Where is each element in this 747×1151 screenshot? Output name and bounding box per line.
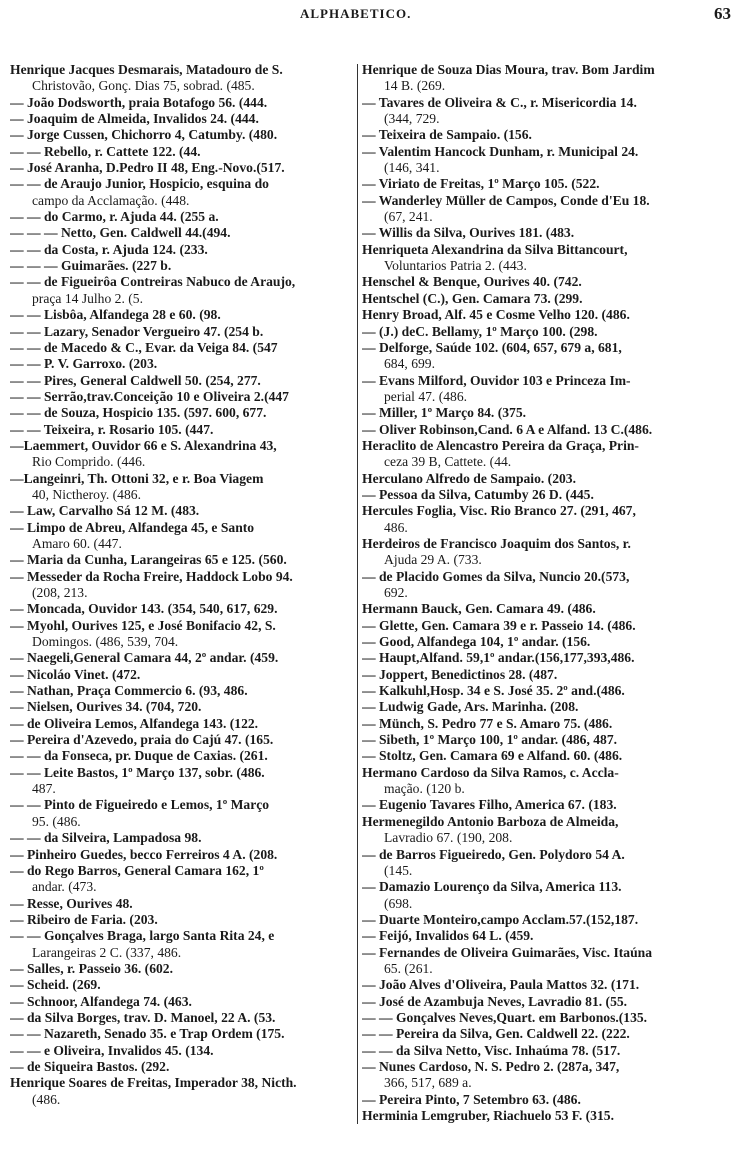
entry-line: — — — Guimarães. (227 b. xyxy=(10,258,172,274)
directory-entry xyxy=(10,1075,356,1108)
directory-entry xyxy=(362,340,734,373)
entry-continuation-line: 684, 699. xyxy=(384,356,435,372)
directory-entry xyxy=(10,977,356,993)
running-title: ALPHABETICO. xyxy=(300,6,412,21)
entry-line: — Moncada, Ouvidor 143. (354, 540, 617, 629. xyxy=(10,601,278,617)
directory-entry xyxy=(10,552,356,568)
entry-continuation-line: Voluntarios Patria 2. (443. xyxy=(384,258,527,274)
directory-entry xyxy=(10,1010,356,1026)
directory-entry xyxy=(362,95,734,128)
entry-continuation-line: (208, 213. xyxy=(32,585,88,600)
entry-line: — Kalkuhl,Hosp. 34 e S. José 35. 2º and.(486. xyxy=(362,683,625,699)
directory-entry xyxy=(362,1043,734,1059)
entry-continuation-line: (145. xyxy=(384,862,413,878)
entry-line: — — de Araujo Junior, Hospicio, esquina do xyxy=(10,176,269,192)
entry-line: — — Lisbôa, Alfandega 28 e 60. (98. xyxy=(10,307,221,323)
entry-continuation-line: Larangeiras 2 C. (337, 486. xyxy=(32,944,182,960)
entry-line: — (J.) deC. Bellamy, 1º Março 100. (298. xyxy=(362,323,598,339)
entry-line: — — Gonçalves Braga, largo Santa Rita 24, e xyxy=(10,928,275,944)
directory-entry xyxy=(362,847,734,880)
entry-line: Herminia Lemgruber, Riachuelo 53 F. (315. xyxy=(362,1108,614,1123)
directory-entry xyxy=(362,945,734,978)
entry-continuation-line: (344, 729. xyxy=(384,111,440,127)
directory-entry xyxy=(10,209,356,225)
directory-entry xyxy=(362,1108,734,1124)
entry-line: — — da Fonseca, pr. Duque de Caxias. (261. xyxy=(10,748,268,764)
directory-entry xyxy=(10,748,356,764)
directory-entry xyxy=(362,307,734,323)
entry-continuation-line: 366, 517, 689 a. xyxy=(384,1075,472,1091)
directory-entry xyxy=(362,324,734,340)
column-divider xyxy=(357,64,358,1124)
directory-entry xyxy=(362,928,734,944)
entry-line: — — da Silveira, Lampadosa 98. xyxy=(10,830,202,846)
directory-entry xyxy=(362,422,734,438)
page-number: 63 xyxy=(714,4,731,23)
entry-line: — Messeder da Rocha Freire, Haddock Lobo 94. xyxy=(10,568,293,584)
directory-entry xyxy=(362,536,734,569)
directory-entry xyxy=(10,994,356,1010)
entry-line: — Willis da Silva, Ourives 181. (483. xyxy=(362,225,575,241)
directory-entry xyxy=(10,274,356,307)
entry-line: — Jorge Cussen, Chichorro 4, Catumby. (480. xyxy=(10,127,278,143)
entry-continuation-line: (486. xyxy=(32,1091,61,1107)
directory-entry xyxy=(362,667,734,683)
directory-entry xyxy=(362,405,734,421)
entry-line: Hentschel (C.), Gen. Camara 73. (299. xyxy=(362,290,583,306)
directory-entry xyxy=(10,667,356,683)
directory-entry xyxy=(10,601,356,617)
directory-entry xyxy=(362,193,734,226)
directory-entry xyxy=(362,683,734,699)
directory-entry xyxy=(10,683,356,699)
left-column xyxy=(10,62,356,1108)
directory-entry xyxy=(362,977,734,993)
entry-line: Hermano Cardoso da Silva Ramos, c. Accla- xyxy=(362,764,619,780)
directory-entry xyxy=(362,62,734,95)
entry-line: — — do Carmo, r. Ajuda 44. (255 a. xyxy=(10,209,219,225)
entry-line: — — Serrão,trav.Conceição 10 e Oliveira 2.(447 xyxy=(10,388,289,404)
directory-entry xyxy=(10,847,356,863)
entry-line: Hermenegildo Antonio Barboza de Almeida, xyxy=(362,813,619,829)
entry-continuation-line: (67, 241. xyxy=(384,209,433,225)
directory-entry xyxy=(362,1059,734,1092)
directory-entry xyxy=(10,389,356,405)
entry-continuation-line: Lavradio 67. (190, 208. xyxy=(384,830,513,846)
directory-entry xyxy=(10,569,356,602)
directory-entry xyxy=(10,732,356,748)
entry-line: — Pereira d'Azevedo, praia do Cajú 47. (165. xyxy=(10,732,274,748)
directory-entry xyxy=(10,111,356,127)
entry-continuation-line: andar. (473. xyxy=(32,879,97,895)
entry-line: — Law, Carvalho Sá 12 M. (483. xyxy=(10,503,200,519)
directory-entry xyxy=(362,699,734,715)
entry-line: Hermann Bauck, Gen. Camara 49. (486. xyxy=(362,601,596,617)
entry-line: —Langeinri, Th. Ottoni 32, e r. Boa Viagem xyxy=(10,470,264,486)
entry-line: — João Alves d'Oliveira, Paula Mattos 32. (171. xyxy=(362,977,640,993)
entry-line: Henry Broad, Alf. 45 e Cosme Velho 120. (486. xyxy=(362,307,630,323)
entry-line: — Salles, r. Passeio 36. (602. xyxy=(10,960,173,976)
directory-entry xyxy=(362,144,734,177)
directory-entry xyxy=(362,438,734,471)
entry-line: — José de Azambuja Neves, Lavradio 81. (55. xyxy=(362,993,628,1009)
entry-line: — Evans Milford, Ouvidor 103 e Princeza Im- xyxy=(362,372,631,388)
directory-entry xyxy=(362,1010,734,1026)
entry-line: — Sibeth, 1º Março 100, 1º andar. (486, 487. xyxy=(362,732,618,748)
entry-line: Henrique Soares de Freitas, Imperador 38, Nicth. xyxy=(10,1075,297,1091)
directory-entry xyxy=(10,1026,356,1042)
entry-line: — Myohl, Ourives 125, e José Bonifacio 42, S. xyxy=(10,617,276,633)
directory-entry xyxy=(362,225,734,241)
entry-line: — Naegeli,General Camara 44, 2º andar. (459. xyxy=(10,650,279,666)
directory-entry xyxy=(10,863,356,896)
entry-line: — Teixeira de Sampaio. (156. xyxy=(362,127,532,143)
entry-line: — Stoltz, Gen. Camara 69 e Alfand. 60. (486. xyxy=(362,748,623,764)
entry-line: — José Aranha, D.Pedro II 48, Eng.-Novo.(517. xyxy=(10,160,285,176)
entry-line: — Nielsen, Ourives 34. (704, 720. xyxy=(10,699,202,715)
directory-entry xyxy=(362,716,734,732)
right-column xyxy=(362,62,734,1124)
directory-entry xyxy=(10,405,356,421)
entry-line: — — de Macedo & C., Evar. da Veiga 84. (547 xyxy=(10,339,278,355)
entry-line: — Feijó, Invalidos 64 L. (459. xyxy=(362,928,534,944)
entry-continuation-line: Christovão, Gonç. Dias 75, sobrad. (485. xyxy=(32,78,255,94)
entry-line: — Limpo de Abreu, Alfandega 45, e Santo xyxy=(10,519,255,535)
directory-entry xyxy=(10,340,356,356)
directory-entry xyxy=(10,520,356,553)
entry-line: — Glette, Gen. Camara 39 e r. Passeio 14. (486. xyxy=(362,617,636,633)
entry-line: — — Pires, General Caldwell 50. (254, 277. xyxy=(10,372,261,388)
directory-entry xyxy=(362,634,734,650)
entry-continuation-line: campo da Acclamação. (448. xyxy=(32,192,190,208)
entry-line: — — da Costa, r. Ajuda 124. (233. xyxy=(10,241,208,257)
entry-line: — Ribeiro de Faria. (203. xyxy=(10,911,158,927)
entry-line: — Scheid. (269. xyxy=(10,977,101,993)
entry-line: — Wanderley Müller de Campos, Conde d'Eu 18. xyxy=(362,192,650,208)
directory-entry xyxy=(10,160,356,176)
entry-line: — Nicoláo Vinet. (472. xyxy=(10,666,141,682)
entry-line: — Ludwig Gade, Ars. Marinha. (208. xyxy=(362,699,579,715)
entry-line: — Valentim Hancock Dunham, r. Municipal 24. xyxy=(362,143,639,159)
directory-entry xyxy=(362,797,734,813)
directory-entry xyxy=(10,1059,356,1075)
directory-entry xyxy=(362,814,734,847)
entry-line: — Oliver Robinson,Cand. 6 A e Alfand. 13 C.(486. xyxy=(362,421,653,437)
entry-continuation-line: Rio Comprido. (446. xyxy=(32,454,146,470)
entry-continuation-line: ceza 39 B, Cattete. (44. xyxy=(384,454,512,470)
entry-continuation-line: perial 47. (486. xyxy=(384,388,468,404)
entry-line: — — da Silva Netto, Visc. Inhaúma 78. (517. xyxy=(362,1042,621,1058)
directory-entry xyxy=(10,699,356,715)
entry-line: — Pessoa da Silva, Catumby 26 D. (445. xyxy=(362,486,594,502)
entry-line: — Good, Alfandega 104, 1º andar. (156. xyxy=(362,634,591,650)
entry-continuation-line: 14 B. (269. xyxy=(384,78,446,94)
entry-line: — — Leite Bastos, 1º Março 137, sobr. (486. xyxy=(10,764,265,780)
entry-line: — — P. V. Garroxo. (203. xyxy=(10,356,158,372)
directory-entry xyxy=(362,650,734,666)
entry-continuation-line: 486. xyxy=(384,519,408,535)
directory-entry xyxy=(362,176,734,192)
entry-line: — — Pinto de Figueiredo e Lemos, 1º Março xyxy=(10,797,270,813)
entry-line: — Eugenio Tavares Filho, America 67. (183. xyxy=(362,797,617,813)
directory-entry xyxy=(362,1092,734,1108)
entry-line: — Tavares de Oliveira & C., r. Misericordia 14. xyxy=(362,94,637,110)
directory-entry xyxy=(10,503,356,519)
directory-entry xyxy=(362,373,734,406)
entry-line: — — de Souza, Hospicio 135. (597. 600, 677. xyxy=(10,405,267,421)
directory-entry xyxy=(362,487,734,503)
directory-entry xyxy=(10,928,356,961)
entry-continuation-line: (146, 341. xyxy=(384,160,440,176)
entry-continuation-line: Domingos. (486, 539, 704. xyxy=(32,634,179,650)
directory-entry xyxy=(362,732,734,748)
entry-line: — — Rebello, r. Cattete 122. (44. xyxy=(10,143,201,159)
entry-line: Heraclito de Alencastro Pereira da Graça, Prin- xyxy=(362,437,639,453)
entry-line: —Laemmert, Ouvidor 66 e S. Alexandrina 43, xyxy=(10,437,277,453)
directory-entry xyxy=(362,765,734,798)
directory-entry xyxy=(362,503,734,536)
directory-entry xyxy=(10,797,356,830)
entry-line: — Haupt,Alfand. 59,1º andar.(156,177,393,486. xyxy=(362,650,635,666)
directory-entry xyxy=(10,144,356,160)
directory-entry xyxy=(10,95,356,111)
entry-line: Henriqueta Alexandrina da Silva Bittancourt, xyxy=(362,241,628,257)
entry-line: — Nathan, Praça Commercio 6. (93, 486. xyxy=(10,683,248,699)
entry-line: — — e Oliveira, Invalidos 45. (134. xyxy=(10,1042,214,1058)
directory-entry xyxy=(10,373,356,389)
directory-entry xyxy=(10,765,356,798)
directory-entry xyxy=(10,127,356,143)
directory-entry xyxy=(10,896,356,912)
entry-line: — — Lazary, Senador Vergueiro 47. (254 b. xyxy=(10,323,264,339)
entry-continuation-line: Amaro 60. (447. xyxy=(32,535,122,551)
entry-line: Herculano Alfredo de Sampaio. (203. xyxy=(362,470,576,486)
directory-entry xyxy=(10,1043,356,1059)
entry-continuation-line: praça 14 Julho 2. (5. xyxy=(32,290,143,306)
directory-entry xyxy=(362,291,734,307)
entry-continuation-line: 692. xyxy=(384,585,408,600)
page-header xyxy=(0,4,747,24)
directory-entry xyxy=(362,569,734,602)
entry-line: Herdeiros de Francisco Joaquim dos Santos, r. xyxy=(362,535,631,551)
entry-line: — Pinheiro Guedes, becco Ferreiros 4 A. (208. xyxy=(10,846,278,862)
directory-entry xyxy=(362,879,734,912)
directory-entry xyxy=(362,748,734,764)
entry-line: — Fernandes de Oliveira Guimarães, Visc. Itaúna xyxy=(362,944,652,960)
entry-line: Henrique de Souza Dias Moura, trav. Bom Jardim xyxy=(362,62,655,77)
entry-line: — da Silva Borges, trav. D. Manoel, 22 A. (53. xyxy=(10,1009,276,1025)
entry-line: — Delforge, Saúde 102. (604, 657, 679 a, 681, xyxy=(362,339,622,355)
directory-entry xyxy=(362,471,734,487)
directory-entry xyxy=(362,601,734,617)
directory-entry xyxy=(10,422,356,438)
entry-line: — Nunes Cardoso, N. S. Pedro 2. (287a, 347, xyxy=(362,1058,620,1074)
entry-line: Hercules Foglia, Visc. Rio Branco 27. (291, 467, xyxy=(362,503,636,519)
directory-entry xyxy=(362,994,734,1010)
entry-line: — do Rego Barros, General Camara 162, 1º xyxy=(10,862,264,878)
directory-entry xyxy=(10,356,356,372)
entry-line: — Joaquim de Almeida, Invalidos 24. (444. xyxy=(10,111,259,127)
directory-entry xyxy=(10,62,356,95)
entry-line: — — Pereira da Silva, Gen. Caldwell 22. (222. xyxy=(362,1026,630,1042)
entry-line: — de Barros Figueiredo, Gen. Polydoro 54 A. xyxy=(362,846,625,862)
directory-entry xyxy=(362,912,734,928)
directory-entry xyxy=(362,618,734,634)
entry-continuation-line: Ajuda 29 A. (733. xyxy=(384,552,482,568)
entry-continuation-line: 40, Nictheroy. (486. xyxy=(32,486,141,502)
directory-entry xyxy=(10,176,356,209)
entry-line: — Schnoor, Alfandega 74. (463. xyxy=(10,993,192,1009)
entry-line: — — de Figueirôa Contreiras Nabuco de Araujo, xyxy=(10,274,296,290)
entry-line: — Maria da Cunha, Larangeiras 65 e 125. (560. xyxy=(10,552,287,568)
entry-line: — — Gonçalves Neves,Quart. em Barbonos.(135. xyxy=(362,1009,648,1025)
entry-line: — Miller, 1º Março 84. (375. xyxy=(362,405,527,421)
directory-entry xyxy=(10,225,356,241)
directory-entry xyxy=(10,961,356,977)
entry-line: — Resse, Ourives 48. xyxy=(10,895,133,911)
directory-entry xyxy=(10,912,356,928)
entry-line: — — — Netto, Gen. Caldwell 44.(494. xyxy=(10,225,231,241)
entry-line: — Damazio Lourenço da Silva, America 113. xyxy=(362,879,622,895)
entry-line: — — Teixeira, r. Rosario 105. (447. xyxy=(10,421,214,437)
directory-entry xyxy=(10,716,356,732)
entry-line: Henrique Jacques Desmarais, Matadouro de S. xyxy=(10,62,283,77)
entry-line: — Joppert, Benedictinos 28. (487. xyxy=(362,666,558,682)
directory-entry xyxy=(10,438,356,471)
directory-entry xyxy=(10,324,356,340)
directory-entry xyxy=(362,1026,734,1042)
entry-line: Henschel & Benque, Ourives 40. (742. xyxy=(362,274,582,290)
entry-continuation-line: mação. (120 b. xyxy=(384,781,465,797)
entry-line: — João Dodsworth, praia Botafogo 56. (444. xyxy=(10,94,268,110)
entry-line: — Viriato de Freitas, 1º Março 105. (522. xyxy=(362,176,600,192)
directory-entry xyxy=(362,127,734,143)
entry-line: — Duarte Monteiro,campo Acclam.57.(152,187. xyxy=(362,911,639,927)
directory-entry xyxy=(362,274,734,290)
directory-entry xyxy=(10,258,356,274)
entry-continuation-line: (698. xyxy=(384,895,413,911)
entry-line: — Münch, S. Pedro 77 e S. Amaro 75. (486. xyxy=(362,715,613,731)
directory-entry xyxy=(10,471,356,504)
directory-entry xyxy=(10,650,356,666)
entry-line: — de Siqueira Bastos. (292. xyxy=(10,1058,170,1074)
directory-entry xyxy=(10,307,356,323)
directory-entry xyxy=(10,618,356,651)
directory-entry xyxy=(10,830,356,846)
entry-continuation-line: 487. xyxy=(32,781,56,797)
entry-line: — de Oliveira Lemos, Alfandega 143. (122. xyxy=(10,715,259,731)
entry-line: — — Nazareth, Senado 35. e Trap Ordem (175. xyxy=(10,1026,285,1042)
entry-line: — de Placido Gomes da Silva, Nuncio 20.(573, xyxy=(362,568,630,584)
entry-continuation-line: 95. (486. xyxy=(32,813,81,829)
entry-line: — Pereira Pinto, 7 Setembro 63. (486. xyxy=(362,1091,581,1107)
directory-entry xyxy=(10,242,356,258)
directory-entry xyxy=(362,242,734,275)
entry-continuation-line: 65. (261. xyxy=(384,960,433,976)
